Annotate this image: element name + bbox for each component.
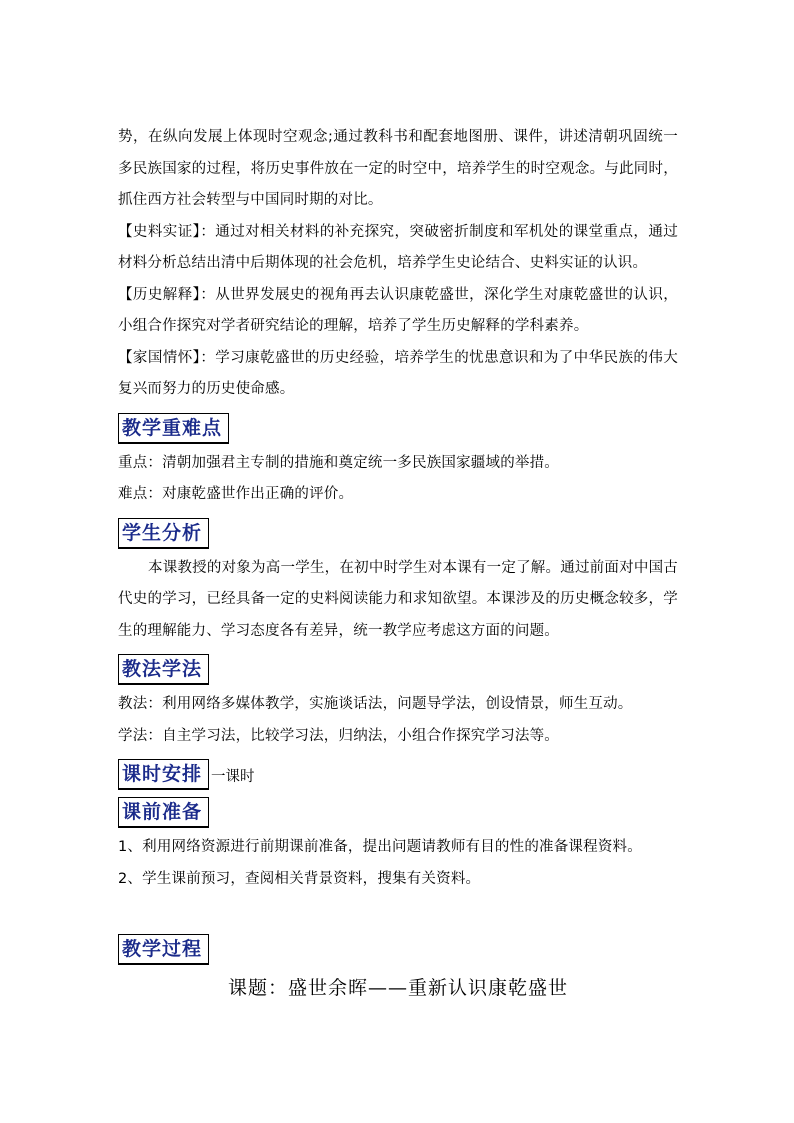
paragraph-time-space: 势，在纵向发展上体现时空观念;通过教科书和配套地图册、课件，讲述清朝巩固统一多民族国家的过程，将历史事件放在一定的时空中，培养学生的时空观念。与此同时，抓住西方社会转型与中国同时期的对比。 — [118, 129, 678, 208]
key-point-line: 重点：清朝加强君主专制的措施和奠定统一多民族国家疆域的举措。 — [118, 454, 559, 471]
heading-key-points: 教学重难点 — [118, 413, 229, 444]
document-body — [118, 122, 678, 1003]
schedule-value: 一课时 — [211, 769, 255, 785]
preparation-item-1: 1、利用网络资源进行前期课前准备，提出问题请教师有目的性的准备课程资料。 — [118, 839, 642, 855]
heading-methods: 教法学法 — [118, 654, 209, 685]
heading-student-analysis: 学生分析 — [118, 518, 209, 549]
paragraph-evidence: 【史料实证】：通过对相关材料的补充探究，突破密折制度和军机处的课堂重点，通过材料分析总结出清中后期体现的社会危机，培养学生史论结合、史料实证的认识。 — [118, 223, 678, 271]
difficult-point-line: 难点：对康乾盛世作出正确的评价。 — [118, 486, 354, 502]
section-heading-row — [118, 412, 678, 444]
paragraph-interpretation: 【历史解释】：从世界发展史的视角再去认识康乾盛世，深化学生对康乾盛世的认识，小组合作探究对学者研究结论的理解，培养了学生历史解释的学科素养。 — [118, 286, 678, 334]
blank-space — [118, 895, 678, 927]
heading-preparation: 课前准备 — [118, 797, 209, 828]
course-title: 课题：盛世余晖——重新认识康乾盛世 — [227, 977, 568, 999]
section-heading-row — [118, 653, 678, 685]
student-analysis-text: 本课教授的对象为高一学生，在初中时学生对本课有一定了解。通过前面对中国古代史的学习，已经具备一定的史料阅读能力和求知欲望。本课涉及的历史概念较多，学生的理解能力、学习态度各有差异，统一教学应考虑这方面的问题。 — [118, 559, 678, 639]
heading-process: 教学过程 — [118, 934, 209, 965]
teaching-method-line: 教法：利用网络多媒体教学，实施谈话法，问题导学法，创设情景，师生互动。 — [118, 696, 633, 712]
learning-method-line: 学法：自主学习法，比较学习法，归纳法，小组合作探究学习法等。 — [118, 727, 559, 744]
section-heading-row — [118, 517, 678, 549]
heading-schedule: 课时安排 — [118, 759, 209, 790]
section-heading-row — [118, 933, 678, 965]
section-heading-row — [118, 758, 678, 790]
paragraph-patriotism: 【家国情怀】：学习康乾盛世的历史经验，培养学生的忧患意识和为了中华民族的伟大复兴而努力的历史使命感。 — [118, 349, 678, 397]
section-heading-row — [118, 796, 678, 828]
preparation-item-2: 2、学生课前预习，查阅相关背景资料，搜集有关资料。 — [118, 870, 481, 887]
